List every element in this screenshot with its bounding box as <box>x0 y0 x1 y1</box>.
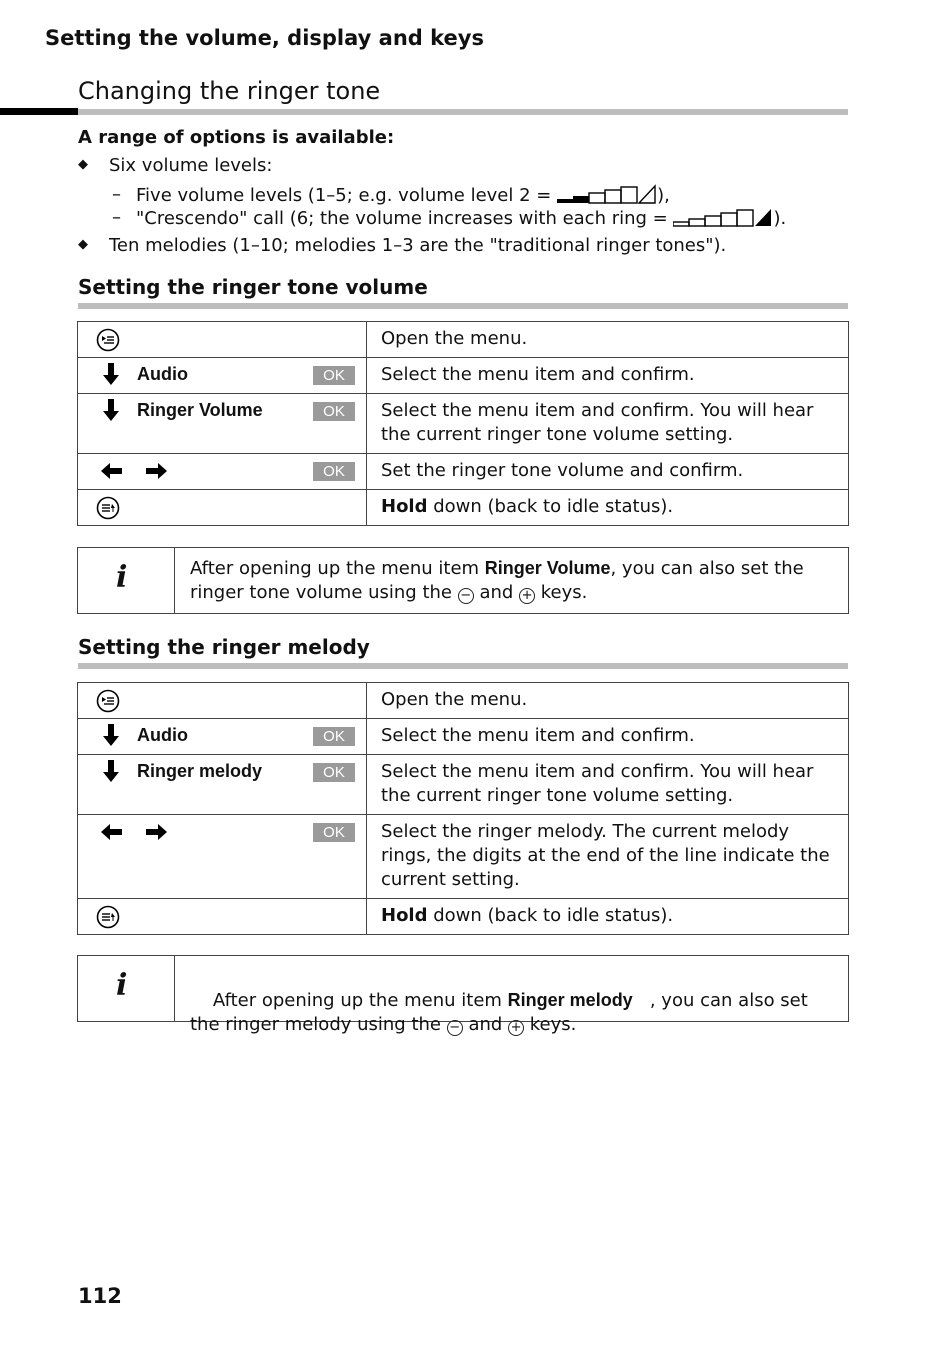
volume-level-2-icon <box>557 184 657 204</box>
minus-key-icon: − <box>458 588 474 604</box>
plus-key-icon: + <box>519 588 535 604</box>
section-title: Changing the ringer tone <box>78 77 381 105</box>
menu-item-label: Ringer Volume <box>137 400 263 420</box>
arrow-down-icon <box>102 723 120 747</box>
table-row <box>78 815 849 899</box>
step-desc: Hold down (back to idle status). <box>367 899 849 935</box>
plus-key-icon: + <box>508 1020 524 1036</box>
volume-heading: Setting the ringer tone volume <box>78 275 428 299</box>
ok-key: OK <box>313 763 355 782</box>
bullet-text: Ten melodies (1–10; melodies 1–3 are the "traditional ringer tones"). <box>109 235 727 256</box>
end-key-icon <box>96 905 120 929</box>
left-right-keys-icon <box>100 821 170 843</box>
table-row <box>78 755 849 815</box>
table-row <box>78 490 849 526</box>
left-right-keys-icon <box>100 460 170 482</box>
ok-key: OK <box>313 823 355 842</box>
step-desc: Select the menu item and confirm. You will hear the current ringer tone volume setting. <box>367 755 849 815</box>
table-row <box>78 394 849 454</box>
melody-info-box <box>77 955 849 1035</box>
table-row <box>78 322 849 358</box>
info-icon: i <box>116 560 128 595</box>
bullet-diamond-icon: ◆ <box>78 237 88 252</box>
bullet-diamond-icon: ◆ <box>78 157 88 172</box>
ok-key: OK <box>313 366 355 385</box>
volume-steps-table <box>77 321 849 526</box>
menu-item-label: Audio <box>137 725 188 745</box>
ok-key: OK <box>313 462 355 481</box>
step-desc: Select the menu item and confirm. <box>367 719 849 755</box>
menu-item-label: Audio <box>137 364 188 384</box>
minus-key-icon: − <box>447 1020 463 1036</box>
title-rule-grey <box>78 109 848 115</box>
menu-key-icon <box>96 689 120 713</box>
running-head: Setting the volume, display and keys <box>45 26 484 50</box>
info-text: After opening up the menu item Ringer Volume, you can also set the ringer tone volume using the − and + keys. <box>190 558 804 603</box>
info-icon: i <box>116 968 128 1003</box>
arrow-down-icon <box>102 362 120 386</box>
ok-key: OK <box>313 727 355 746</box>
arrow-down-icon <box>102 759 120 783</box>
melody-heading: Setting the ringer melody <box>78 635 370 659</box>
menu-item-label: Ringer melody <box>137 761 263 781</box>
step-desc: Open the menu. <box>367 322 849 358</box>
step-desc: Set the ringer tone volume and confirm. <box>367 454 849 490</box>
end-key-icon <box>96 496 120 520</box>
intro-lead: A range of options is available: <box>78 127 395 148</box>
crescendo-volume-icon <box>673 207 773 227</box>
step-desc: Select the menu item and confirm. <box>367 358 849 394</box>
arrow-down-icon <box>102 398 120 422</box>
info-text: After opening up the menu item Ringer melody , you can also set the ringer melody using the − and + keys. <box>190 990 814 1035</box>
bullet-text: Six volume levels: <box>109 155 273 176</box>
volume-heading-rule <box>78 303 848 309</box>
step-desc: Hold down (back to idle status). <box>367 490 849 526</box>
page-number: 112 <box>78 1284 122 1308</box>
step-desc: Select the menu item and confirm. You will hear the current ringer tone volume setting. <box>367 394 849 454</box>
volume-info-box <box>77 547 849 614</box>
melody-steps-table <box>77 682 849 935</box>
table-row <box>78 454 849 490</box>
step-desc: Open the menu. <box>367 683 849 719</box>
melody-heading-rule <box>78 663 848 669</box>
ok-key: OK <box>313 402 355 421</box>
table-row <box>78 719 849 755</box>
title-rule-black <box>0 108 78 115</box>
menu-key-icon <box>96 328 120 352</box>
table-row <box>78 899 849 935</box>
table-row <box>78 358 849 394</box>
step-desc: Select the ringer melody. The current melody rings, the digits at the end of the line indicate the current setting. <box>367 815 849 899</box>
table-row <box>78 683 849 719</box>
